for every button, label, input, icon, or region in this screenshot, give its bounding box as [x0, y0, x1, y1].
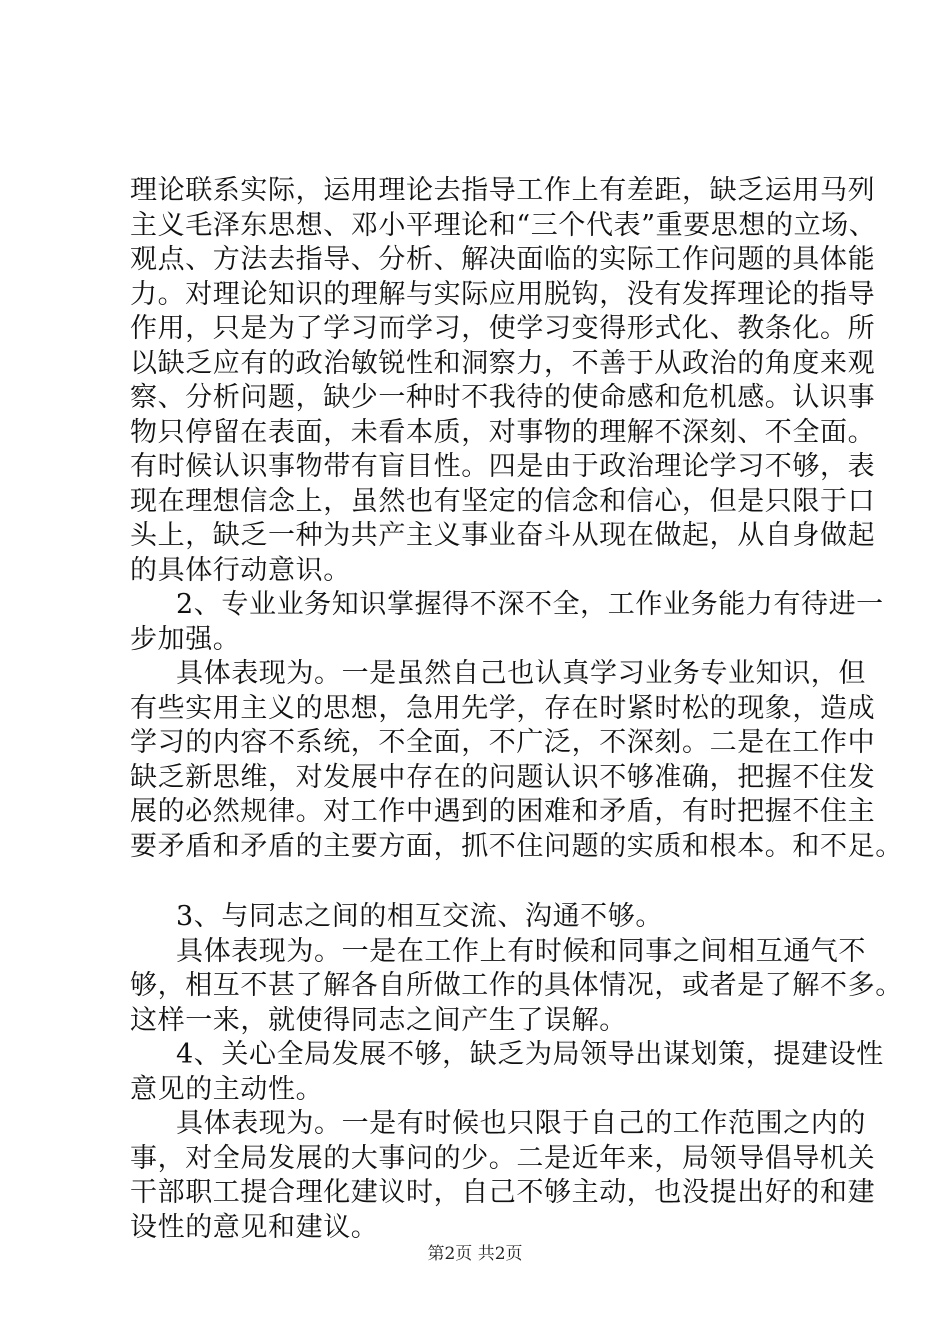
text-line: 有时候认识事物带有盲目性。四是由于政治理论学习不够，表 [130, 451, 876, 482]
text-line: 3、与同志之间的相互交流、沟通不够。 [176, 901, 663, 932]
paragraph [130, 657, 903, 864]
text-line: 有些实用主义的思想，急用先学，存在时紧时松的现象，造成 [130, 692, 876, 724]
text-line: 力。对理论知识的理解与实际应用脱钩，没有发挥理论的指导 [130, 278, 876, 310]
text-line: 意见的主动性。 [130, 1073, 324, 1105]
text-line: 主义毛泽东思想、邓小平理论和“三个代表”重要思想的立场、 [130, 209, 877, 241]
text-line: 的具体行动意识。 [130, 554, 351, 586]
paragraph [130, 174, 877, 588]
paragraph [130, 900, 830, 935]
text-line: 头上，缺乏一种为共产主义事业奋斗从现在做起，从自身做起 [130, 520, 876, 551]
text-line: 展的必然规律。对工作中遇到的困难和矛盾，有时把握不住主 [130, 796, 876, 827]
text-line: 够，相互不甚了解各自所做工作的具体情况，或者是了解不多。 [130, 970, 903, 1001]
paragraph [130, 1038, 884, 1107]
paragraph [130, 588, 884, 657]
paragraph [130, 1107, 876, 1245]
page-footer: 第2页 共2页 [427, 1244, 523, 1264]
text-line: 4、关心全局发展不够，缺乏为局领导出谋划策，提建设性 [176, 1039, 884, 1070]
text-line: 作用，只是为了学习而学习，使学习变得形式化、教条化。所 [130, 313, 876, 344]
text-line: 具体表现为。一是虽然自己也认真学习业务专业知识，但 [176, 658, 866, 689]
text-line: 理论联系实际，运用理论去指导工作上有差距，缺乏运用马列 [130, 175, 876, 206]
text-line: 干部职工提合理化建议时，自己不够主动，也没提出好的和建 [130, 1177, 876, 1208]
text-line: 学习的内容不系统，不全面，不广泛，不深刻。二是在工作中 [130, 727, 876, 758]
text-line: 缺乏新思维，对发展中存在的问题认识不够准确，把握不住发 [130, 761, 876, 793]
text-line: 以缺乏应有的政治敏锐性和洞察力，不善于从政治的角度来观 [130, 347, 876, 379]
text-line: 要矛盾和矛盾的主要方面，抓不住问题的实质和根本。和不足。 [130, 830, 903, 862]
paragraph-gap [130, 864, 830, 900]
text-line: 现在理想信念上，虽然也有坚定的信念和信心，但是只限于口 [130, 485, 876, 517]
text-line: 物只停留在表面，未看本质，对事物的理解不深刻、不全面。 [130, 416, 876, 448]
text-line: 这样一来，就使得同志之间产生了误解。 [130, 1004, 627, 1036]
text-line: 察、分析问题，缺少一种时不我待的使命感和危机感。认识事 [130, 382, 876, 413]
text-line: 具体表现为。一是在工作上有时候和同事之间相互通气不 [176, 935, 866, 967]
text-line: 观点、方法去指导、分析、解决面临的实际工作问题的具体能 [130, 244, 876, 275]
text-line: 具体表现为。一是有时候也只限于自己的工作范围之内的 [176, 1108, 866, 1139]
text-line: 步加强。 [130, 623, 241, 655]
paragraph [130, 935, 903, 1039]
text-line: 事，对全局发展的大事问的少。二是近年来，局领导倡导机关 [130, 1142, 876, 1174]
text-line: 设性的意见和建议。 [130, 1211, 379, 1243]
document-body [130, 174, 903, 1245]
text-line: 2、专业业务知识掌握得不深不全，工作业务能力有待进一 [176, 589, 884, 620]
